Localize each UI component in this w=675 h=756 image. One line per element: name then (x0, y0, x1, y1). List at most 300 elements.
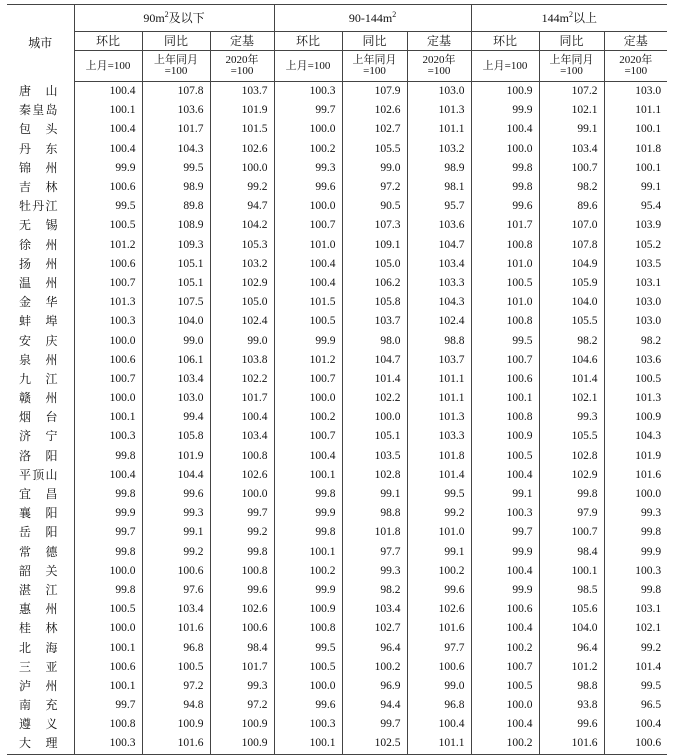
index-value-cell: 99.0 (407, 677, 471, 696)
index-value-cell: 96.8 (142, 638, 210, 657)
index-value-cell: 99.2 (407, 504, 471, 523)
index-value-cell: 100.0 (471, 696, 539, 715)
index-value-cell: 109.3 (142, 236, 210, 255)
index-value-cell: 100.9 (210, 734, 274, 754)
index-value-cell: 100.6 (74, 658, 142, 677)
index-value-cell: 100.8 (471, 408, 539, 427)
index-value-cell: 101.7 (210, 658, 274, 677)
index-value-cell: 100.0 (74, 562, 142, 581)
city-name-cell: 泉州 (7, 351, 74, 370)
index-value-cell: 96.4 (539, 638, 604, 657)
index-value-cell: 97.9 (539, 504, 604, 523)
table-row (7, 197, 667, 216)
index-value-cell: 99.5 (274, 638, 342, 657)
index-value-cell: 103.9 (635, 219, 662, 232)
index-value-cell: 100.1 (274, 466, 342, 485)
index-value-cell: 99.1 (342, 485, 407, 504)
index-value-cell: 102.9 (539, 466, 604, 485)
city-name-cell: 遵义 (7, 715, 74, 734)
table-row (7, 312, 667, 331)
city-name-cell: 锦州 (7, 159, 74, 178)
index-value-cell: 99.1 (142, 523, 210, 542)
table-row (7, 178, 667, 197)
index-value-cell: 100.1 (539, 562, 604, 581)
index-value-cell: 96.4 (342, 638, 407, 657)
table-row (7, 562, 667, 581)
index-value-cell: 100.9 (471, 82, 539, 102)
index-value-cell: 100.7 (539, 159, 604, 178)
index-value-cell: 99.3 (539, 408, 604, 427)
table-row (7, 427, 667, 446)
index-value-cell: 100.4 (471, 120, 539, 139)
index-value-cell: 101.8 (342, 523, 407, 542)
index-value-cell: 100.0 (274, 389, 342, 408)
index-value-cell: 105.8 (142, 427, 210, 446)
index-value-cell: 99.3 (142, 504, 210, 523)
index-value-cell: 103.4 (210, 427, 274, 446)
index-value-cell: 101.1 (407, 370, 471, 389)
index-value-cell: 104.0 (539, 619, 604, 638)
table-row (7, 504, 667, 523)
index-value-cell: 102.1 (635, 622, 662, 635)
index-value-cell: 101.2 (74, 236, 142, 255)
index-value-cell: 100.8 (74, 715, 142, 734)
index-value-cell: 94.4 (342, 696, 407, 715)
index-value-cell: 100.1 (471, 389, 539, 408)
index-value-cell: 101.9 (635, 449, 662, 462)
index-value-cell: 89.6 (539, 197, 604, 216)
index-value-cell: 99.1 (640, 181, 662, 194)
index-value-cell: 108.9 (142, 216, 210, 235)
index-value-cell: 107.3 (342, 216, 407, 235)
index-value-cell: 104.0 (539, 293, 604, 312)
city-name-cell: 秦皇岛 (7, 101, 74, 120)
index-value-cell: 99.6 (274, 178, 342, 197)
index-value-cell: 100.5 (274, 658, 342, 677)
index-value-cell: 99.5 (142, 159, 210, 178)
index-value-cell: 98.9 (142, 178, 210, 197)
index-value-cell: 100.6 (604, 734, 667, 754)
index-value-cell: 100.2 (274, 562, 342, 581)
index-value-cell: 98.8 (342, 504, 407, 523)
index-value-cell: 100.4 (471, 466, 539, 485)
index-value-cell: 100.5 (74, 600, 142, 619)
index-value-cell: 100.6 (407, 658, 471, 677)
index-value-cell: 99.9 (274, 504, 342, 523)
index-value-cell: 100.6 (74, 255, 142, 274)
index-value-cell: 100.8 (274, 619, 342, 638)
index-value-cell: 98.0 (342, 331, 407, 350)
index-value-cell: 103.4 (342, 600, 407, 619)
table-row (7, 389, 667, 408)
index-value-cell: 107.8 (142, 82, 210, 102)
index-value-cell: 100.3 (635, 564, 662, 577)
index-value-cell: 97.7 (342, 543, 407, 562)
index-value-cell: 99.3 (640, 507, 662, 520)
index-value-cell: 98.9 (407, 159, 471, 178)
index-value-cell: 107.5 (142, 293, 210, 312)
table-row (7, 523, 667, 542)
index-value-cell: 100.4 (274, 255, 342, 274)
city-name-cell: 济宁 (7, 427, 74, 446)
base-label-last-month: 上月=100 (471, 51, 539, 82)
index-value-cell: 95.7 (407, 197, 471, 216)
table-row (7, 293, 667, 312)
index-value-cell: 100.4 (274, 447, 342, 466)
index-value-cell: 100.0 (74, 331, 142, 350)
index-value-cell: 100.5 (74, 216, 142, 235)
index-value-cell: 102.6 (407, 600, 471, 619)
index-value-cell: 100.0 (342, 408, 407, 427)
table-row (7, 696, 667, 715)
index-value-cell: 103.1 (635, 603, 662, 616)
subheader-mom: 环比 (74, 32, 142, 51)
index-value-cell: 94.8 (142, 696, 210, 715)
city-name-cell: 包头 (7, 120, 74, 139)
index-value-cell: 99.8 (539, 485, 604, 504)
table-row (7, 638, 667, 657)
subheader-fixed-base: 定基 (604, 32, 667, 51)
index-value-cell: 100.3 (274, 715, 342, 734)
index-value-cell: 103.2 (407, 140, 471, 159)
table-row (7, 120, 667, 139)
index-value-cell: 89.8 (142, 197, 210, 216)
index-value-cell: 101.3 (635, 392, 662, 405)
base-label-last-year: 上年同月 =100 (142, 51, 210, 82)
index-value-cell: 100.5 (274, 312, 342, 331)
index-value-cell: 100.0 (74, 619, 142, 638)
index-value-cell: 107.2 (539, 82, 604, 102)
base-label-last-month: 上月=100 (74, 51, 142, 82)
index-value-cell: 103.0 (635, 85, 662, 98)
city-name-cell: 安庆 (7, 331, 74, 350)
index-value-cell: 102.2 (210, 370, 274, 389)
index-value-cell: 103.4 (539, 140, 604, 159)
index-value-cell: 100.4 (74, 140, 142, 159)
index-value-cell: 100.7 (274, 427, 342, 446)
index-value-cell: 101.3 (407, 101, 471, 120)
index-value-cell: 104.6 (539, 351, 604, 370)
city-name-cell: 大理 (7, 734, 74, 754)
index-value-cell: 105.6 (539, 600, 604, 619)
index-value-cell: 105.5 (539, 427, 604, 446)
index-value-cell: 102.9 (210, 274, 274, 293)
index-value-cell: 100.1 (635, 123, 662, 136)
table-row (7, 715, 667, 734)
index-value-cell: 104.3 (142, 140, 210, 159)
index-value-cell: 99.8 (640, 526, 662, 539)
index-value-cell: 100.4 (407, 715, 471, 734)
index-value-cell: 109.1 (342, 236, 407, 255)
index-value-cell: 97.7 (407, 638, 471, 657)
base-label-last-year: 上年同月 =100 (342, 51, 407, 82)
index-value-cell: 100.8 (471, 312, 539, 331)
index-value-cell: 100.4 (635, 718, 662, 731)
city-name-cell: 岳阳 (7, 523, 74, 542)
index-value-cell: 100.4 (471, 715, 539, 734)
price-index-table-container (7, 4, 667, 755)
table-row (7, 543, 667, 562)
index-value-cell: 100.0 (274, 677, 342, 696)
index-value-cell: 99.7 (274, 101, 342, 120)
index-value-cell: 103.0 (635, 315, 662, 328)
table-row (7, 101, 667, 120)
index-value-cell: 101.4 (342, 370, 407, 389)
city-name-cell: 常德 (7, 543, 74, 562)
index-value-cell: 99.9 (471, 543, 539, 562)
index-value-cell: 101.3 (74, 293, 142, 312)
city-name-cell: 无锡 (7, 216, 74, 235)
table-header (7, 5, 667, 82)
index-value-cell: 99.9 (74, 504, 142, 523)
city-name-cell: 三亚 (7, 658, 74, 677)
index-value-cell: 102.8 (342, 466, 407, 485)
city-name-cell: 桂林 (7, 619, 74, 638)
index-value-cell: 99.6 (210, 581, 274, 600)
city-name-cell: 湛江 (7, 581, 74, 600)
index-value-cell: 100.0 (274, 120, 342, 139)
index-value-cell: 103.6 (635, 353, 662, 366)
index-value-cell: 103.5 (635, 257, 662, 270)
index-value-cell: 100.1 (74, 408, 142, 427)
index-value-cell: 101.5 (274, 293, 342, 312)
table-row (7, 677, 667, 696)
index-value-cell: 102.7 (342, 120, 407, 139)
table-row (7, 331, 667, 350)
group-header-small-area: $90m^2$及以下 (74, 5, 274, 32)
city-name-cell: 牡丹江 (7, 197, 74, 216)
index-value-cell: 104.2 (210, 216, 274, 235)
index-value-cell: 99.6 (471, 197, 539, 216)
index-value-cell: 99.0 (342, 159, 407, 178)
index-value-cell: 101.6 (142, 734, 210, 754)
index-value-cell: 102.7 (342, 619, 407, 638)
index-value-cell: 100.4 (210, 408, 274, 427)
subheader-fixed-base: 定基 (210, 32, 274, 51)
index-value-cell: 100.3 (274, 82, 342, 102)
index-value-cell: 101.0 (274, 236, 342, 255)
index-value-cell: 100.4 (74, 466, 142, 485)
index-value-cell: 99.8 (74, 485, 142, 504)
base-label-last-month: 上月=100 (274, 51, 342, 82)
index-value-cell: 100.0 (210, 485, 274, 504)
index-value-cell: 99.6 (539, 715, 604, 734)
index-value-cell: 100.0 (274, 197, 342, 216)
city-name-cell: 扬州 (7, 255, 74, 274)
city-name-cell: 襄阳 (7, 504, 74, 523)
table-row (7, 216, 667, 235)
index-value-cell: 102.6 (210, 600, 274, 619)
city-name-cell: 温州 (7, 274, 74, 293)
index-value-cell: 101.4 (407, 466, 471, 485)
index-value-cell: 101.7 (210, 389, 274, 408)
table-row (7, 581, 667, 600)
index-value-cell: 103.2 (210, 255, 274, 274)
index-value-cell: 99.8 (74, 447, 142, 466)
index-value-cell: 100.6 (142, 562, 210, 581)
index-value-cell: 99.8 (471, 159, 539, 178)
index-value-cell: 99.5 (640, 679, 662, 692)
index-value-cell: 101.4 (635, 660, 662, 673)
city-name-cell: 平顶山 (7, 466, 74, 485)
index-value-cell: 99.5 (407, 485, 471, 504)
index-value-cell: 99.1 (471, 485, 539, 504)
index-value-cell: 100.6 (210, 619, 274, 638)
index-value-cell: 105.3 (210, 236, 274, 255)
index-value-cell: 99.5 (471, 331, 539, 350)
index-value-cell: 103.4 (142, 370, 210, 389)
index-value-cell: 103.4 (142, 600, 210, 619)
index-value-cell: 99.9 (471, 581, 539, 600)
index-value-cell: 99.5 (74, 197, 142, 216)
index-value-cell: 100.7 (274, 216, 342, 235)
city-column-header: 城市 (7, 5, 74, 82)
index-value-cell: 100.4 (471, 562, 539, 581)
table-row (7, 619, 667, 638)
index-value-cell: 107.9 (342, 82, 407, 102)
index-value-cell: 102.6 (210, 466, 274, 485)
index-value-cell: 98.8 (539, 677, 604, 696)
index-value-cell: 103.7 (407, 351, 471, 370)
index-value-cell: 99.0 (210, 331, 274, 350)
index-value-cell: 99.7 (210, 504, 274, 523)
index-value-cell: 103.6 (407, 216, 471, 235)
index-value-cell: 100.7 (74, 274, 142, 293)
table-row (7, 370, 667, 389)
table-row (7, 255, 667, 274)
index-value-cell: 100.9 (471, 427, 539, 446)
index-value-cell: 100.3 (471, 504, 539, 523)
index-value-cell: 97.2 (210, 696, 274, 715)
index-value-cell: 99.2 (640, 641, 662, 654)
index-value-cell: 103.5 (342, 447, 407, 466)
index-value-cell: 100.7 (74, 370, 142, 389)
subheader-mom: 环比 (274, 32, 342, 51)
index-value-cell: 100.7 (471, 351, 539, 370)
index-value-cell: 93.8 (539, 696, 604, 715)
index-value-cell: 105.9 (539, 274, 604, 293)
index-value-cell: 100.6 (471, 600, 539, 619)
index-value-cell: 100.5 (471, 677, 539, 696)
index-value-cell: 101.0 (471, 255, 539, 274)
index-value-cell: 101.1 (407, 734, 471, 754)
index-value-cell: 99.8 (471, 178, 539, 197)
index-value-cell: 98.4 (539, 543, 604, 562)
index-value-cell: 98.8 (407, 331, 471, 350)
table-row (7, 274, 667, 293)
subheader-yoy: 同比 (539, 32, 604, 51)
city-name-cell: 蚌埠 (7, 312, 74, 331)
index-value-cell: 101.5 (210, 120, 274, 139)
city-name-cell: 金华 (7, 293, 74, 312)
city-name-cell: 南充 (7, 696, 74, 715)
index-value-cell: 99.8 (274, 523, 342, 542)
city-name-cell: 烟台 (7, 408, 74, 427)
index-value-cell: 98.4 (210, 638, 274, 657)
index-value-cell: 105.8 (342, 293, 407, 312)
index-value-cell: 100.1 (74, 677, 142, 696)
index-value-cell: 99.6 (274, 696, 342, 715)
index-value-cell: 101.1 (407, 389, 471, 408)
index-value-cell: 103.7 (342, 312, 407, 331)
index-value-cell: 100.6 (74, 351, 142, 370)
index-value-cell: 99.9 (274, 581, 342, 600)
index-value-cell: 99.8 (274, 485, 342, 504)
index-value-cell: 100.7 (539, 523, 604, 542)
index-value-cell: 100.4 (471, 619, 539, 638)
subheader-yoy: 同比 (142, 32, 210, 51)
index-value-cell: 102.1 (539, 389, 604, 408)
index-value-cell: 104.0 (142, 312, 210, 331)
index-value-cell: 99.7 (74, 523, 142, 542)
index-value-cell: 99.3 (210, 677, 274, 696)
index-value-cell: 101.9 (142, 447, 210, 466)
index-value-cell: 101.1 (407, 120, 471, 139)
index-value-cell: 101.2 (539, 658, 604, 677)
table-row (7, 408, 667, 427)
index-value-cell: 101.9 (210, 101, 274, 120)
index-value-cell: 104.4 (142, 466, 210, 485)
index-value-cell: 103.7 (210, 82, 274, 102)
base-label-2020: 2020年 =100 (407, 51, 471, 82)
index-value-cell: 101.0 (407, 523, 471, 542)
city-name-cell: 丹东 (7, 140, 74, 159)
index-value-cell: 99.1 (539, 120, 604, 139)
index-value-cell: 101.6 (539, 734, 604, 754)
subheader-yoy: 同比 (342, 32, 407, 51)
index-value-cell: 106.1 (142, 351, 210, 370)
index-value-cell: 99.6 (407, 581, 471, 600)
index-value-cell: 105.1 (142, 255, 210, 274)
table-row (7, 485, 667, 504)
index-value-cell: 100.2 (471, 638, 539, 657)
index-value-cell: 100.3 (74, 734, 142, 754)
table-body (7, 82, 667, 755)
index-value-cell: 100.1 (74, 101, 142, 120)
index-value-cell: 105.2 (635, 238, 662, 251)
index-value-cell: 99.7 (74, 696, 142, 715)
subheader-fixed-base: 定基 (407, 32, 471, 51)
index-value-cell: 100.3 (74, 312, 142, 331)
city-name-cell: 唐山 (7, 82, 74, 102)
index-value-cell: 104.7 (342, 351, 407, 370)
index-value-cell: 104.9 (539, 255, 604, 274)
city-name-cell: 韶关 (7, 562, 74, 581)
index-value-cell: 104.3 (407, 293, 471, 312)
index-value-cell: 101.4 (539, 370, 604, 389)
index-value-cell: 100.8 (210, 562, 274, 581)
index-value-cell: 100.7 (274, 370, 342, 389)
index-value-cell: 103.0 (635, 296, 662, 309)
index-value-cell: 101.7 (142, 120, 210, 139)
index-value-cell: 100.2 (274, 140, 342, 159)
index-value-cell: 99.8 (640, 583, 662, 596)
city-name-cell: 泸州 (7, 677, 74, 696)
index-value-cell: 100.7 (471, 658, 539, 677)
index-value-cell: 99.3 (274, 159, 342, 178)
index-value-cell: 98.2 (539, 331, 604, 350)
index-value-cell: 103.0 (407, 82, 471, 102)
group-header-large-area: $144m^2$以上 (471, 5, 667, 32)
index-value-cell: 98.2 (539, 178, 604, 197)
index-value-cell: 100.9 (635, 411, 662, 424)
city-name-cell: 宜昌 (7, 485, 74, 504)
index-value-cell: 97.2 (342, 178, 407, 197)
table-row (7, 159, 667, 178)
index-value-cell: 99.9 (274, 331, 342, 350)
index-value-cell: 101.1 (635, 104, 662, 117)
index-value-cell: 105.5 (342, 140, 407, 159)
